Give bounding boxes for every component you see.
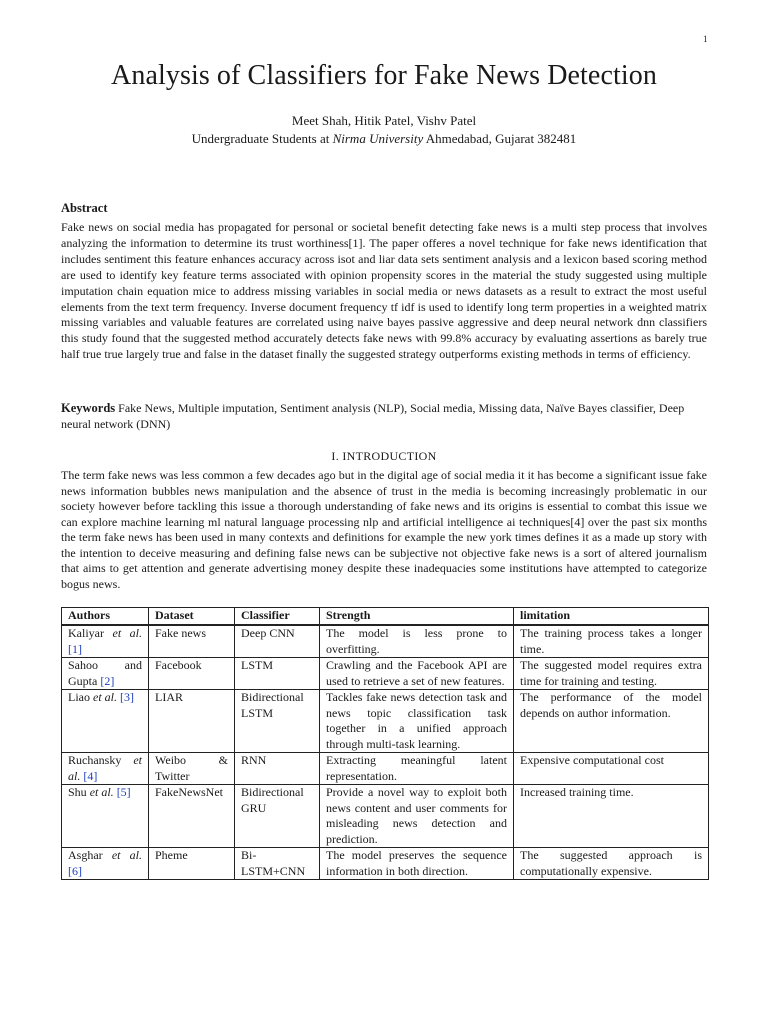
cell-classifier: Bi-LSTM+CNN xyxy=(235,848,320,880)
keywords xyxy=(61,401,707,432)
keywords-text: Fake News, Multiple imputation, Sentiment analysis (NLP), Social media, Missing data, Naïve Bayes classifier, Deep neural network (DNN) xyxy=(61,401,685,431)
paper-title: Analysis of Classifiers for Fake News Detection xyxy=(111,60,657,91)
citation-link[interactable]: [4] xyxy=(83,768,98,783)
cell-limitation: The suggested model requires extra time for training and testing. xyxy=(514,658,709,690)
author-name: Asghar xyxy=(68,848,112,862)
header-classifier: Classifier xyxy=(235,608,320,626)
table-row xyxy=(62,848,709,880)
university-name: Nirma University xyxy=(332,131,424,146)
cell-strength: The model is less prone to overfitting. xyxy=(320,625,514,658)
cell-dataset: FakeNewsNet xyxy=(149,785,235,848)
cell-dataset: Fake news xyxy=(149,625,235,658)
author-etal: et al. xyxy=(68,753,142,783)
author-etal: et al. xyxy=(112,626,143,640)
cell-author xyxy=(62,658,149,690)
author-etal: et al. xyxy=(93,690,117,704)
literature-table xyxy=(61,607,709,880)
cell-classifier: LSTM xyxy=(235,658,320,690)
cell-author xyxy=(62,753,149,785)
cell-strength: The model preserves the sequence information in both direction. xyxy=(320,848,514,880)
affiliation-suffix: Ahmedabad, Gujarat 382481 xyxy=(423,131,577,146)
author-name: Shu xyxy=(68,785,90,799)
table-row xyxy=(62,753,709,785)
section-heading-introduction: I. INTRODUCTION xyxy=(331,449,437,463)
header-dataset: Dataset xyxy=(149,608,235,626)
abstract-body: Fake news on social media has propagated for personal or societal benefit detecting fake news is a multi step process that involves analyzing the information to determine its trust worthiness[1]. The paper offeres a novel technique for fake news identification that includes sentiment this feature enhances accuracy across isot and liar data sets sentiment analysis and a lexicon based scoring method are used to identify key feature terms associated with opinion propensity scores in the material the study suggested using multiple imputation chain equation mice to address missing variables in social media or news datasets as a result to extract the most useful elements from the text term frequency. Inverse document frequency tf idf is used to identify long term properties in a weighted matrix missing variables and valuable features are correlated using naive bayes passive aggressive and deep neural network dnn classifiers this study found that the suggested method accurately detects fake news with 99.8% accuracy by evaluating assertions as barely true half true true largely true and false in the dataset finally the suggested strategy outperforms existing methods in terms of efficiency. xyxy=(61,220,707,362)
cell-strength: Extracting meaningful latent representation. xyxy=(320,753,514,785)
cell-author xyxy=(62,785,149,848)
cell-author xyxy=(62,625,149,658)
cell-classifier: RNN xyxy=(235,753,320,785)
header-authors: Authors xyxy=(62,608,149,626)
abstract-heading: Abstract xyxy=(61,201,108,215)
cell-limitation: Increased training time. xyxy=(514,785,709,848)
author-etal: et al. xyxy=(89,785,114,799)
cell-author xyxy=(62,848,149,880)
author-name: Kaliyar xyxy=(68,626,113,640)
author-name: Ruchansky xyxy=(68,753,134,767)
cell-limitation: The training process takes a longer time. xyxy=(514,625,709,658)
cell-strength: Provide a novel way to exploit both news content and user comments for misleading news detection and prediction. xyxy=(320,785,514,848)
cell-limitation: The suggested approach is computationally expensive. xyxy=(514,848,709,880)
citation-link[interactable]: [1] xyxy=(68,641,82,656)
cell-dataset: Weibo & Twitter xyxy=(149,753,235,785)
cell-classifier: Deep CNN xyxy=(235,625,320,658)
author-name: Liao xyxy=(68,690,93,704)
table-header-row xyxy=(62,608,709,626)
affiliation-prefix: Undergraduate Students at xyxy=(191,131,333,146)
table-row xyxy=(62,785,709,848)
author-name: Sahoo and Gupta xyxy=(68,658,142,688)
citation-link[interactable]: [5] xyxy=(116,785,131,799)
table-row xyxy=(62,625,709,658)
keywords-label: Keywords xyxy=(61,401,116,415)
table-row xyxy=(62,690,709,753)
header-limitation: limitation xyxy=(514,608,709,626)
introduction-body: The term fake news was less common a few decades ago but in the digital age of social media it it has become a significant issue fake news information bubbles news manipulation and the absence of trust in the media is becoming increasingly problematic in our society however before tackling this issue a thorough understanding of fake news and its origins is essential to combat this issue we can explore machine learning ml natural language processing nlp and artificial intelligence ai techniques[4] over the past six months the term fake news has been used in many contexts and definitions for example the new york times defines it as a made up story with the intention to deceive measuring and defining false news can be subjective not objective fake news is a sort of altered journalism that aims to get attention and generate advertising money despite these inadequacies some institutions have attempted to categorize bogus news. xyxy=(61,468,707,591)
cell-classifier: Bidirectional GRU xyxy=(235,785,320,848)
page-number: 1 xyxy=(703,34,708,44)
table-row xyxy=(62,658,709,690)
cell-classifier: Bidirectional LSTM xyxy=(235,690,320,753)
cell-dataset: Facebook xyxy=(149,658,235,690)
cell-dataset: Pheme xyxy=(149,848,235,880)
cell-limitation: The performance of the model depends on author information. xyxy=(514,690,709,753)
table-body xyxy=(62,625,709,880)
citation-link[interactable]: [6] xyxy=(68,863,82,878)
cell-author xyxy=(62,690,149,753)
affiliation xyxy=(0,131,768,147)
header-strength: Strength xyxy=(320,608,514,626)
cell-strength: Tackles fake news detection task and news topic classification task together in a unified approach through multi-task learning. xyxy=(320,690,514,753)
cell-dataset: LIAR xyxy=(149,690,235,753)
author-etal: et al. xyxy=(111,848,142,862)
citation-link[interactable]: [3] xyxy=(120,690,134,704)
author-list: Meet Shah, Hitik Patel, Vishv Patel xyxy=(291,113,477,128)
cell-strength: Crawling and the Facebook API are used to retrieve a set of new features. xyxy=(320,658,514,690)
cell-limitation: Expensive computational cost xyxy=(514,753,709,785)
citation-link[interactable]: [2] xyxy=(100,673,115,688)
